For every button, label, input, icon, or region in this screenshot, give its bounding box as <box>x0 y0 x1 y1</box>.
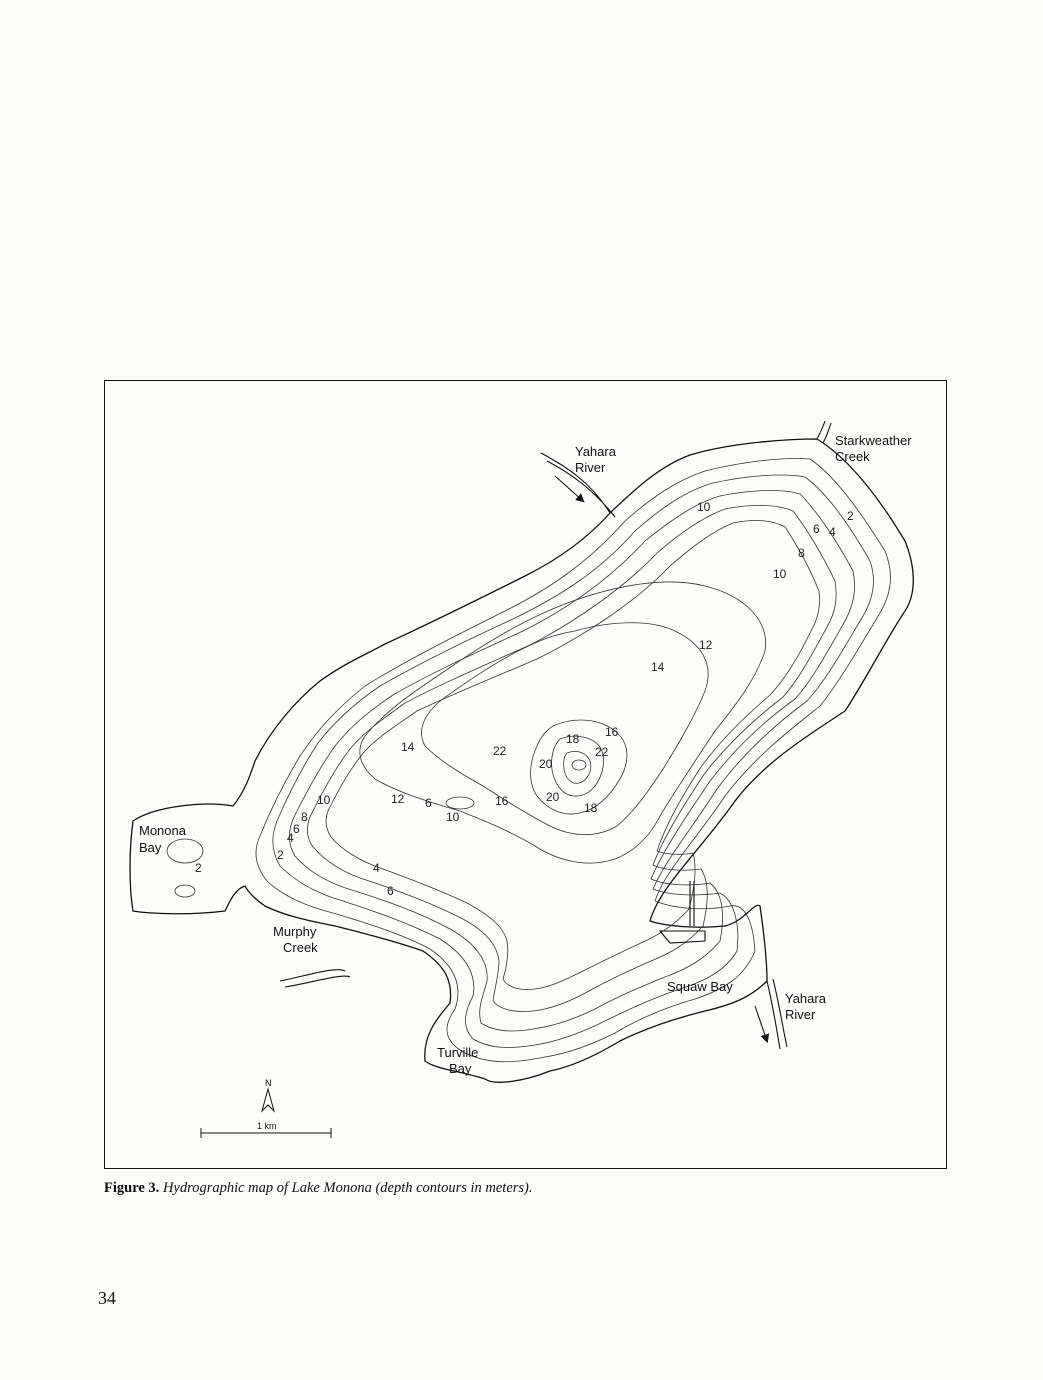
depth-label: 12 <box>699 638 713 652</box>
monona-bay-2m <box>167 839 203 863</box>
label-yahara-river-south-2: River <box>785 1007 816 1022</box>
depth-label: 14 <box>651 660 665 674</box>
depth-label: 22 <box>595 745 609 759</box>
depth-label: 16 <box>605 725 619 739</box>
squaw-bay-peninsula <box>660 881 705 943</box>
murphy-creek <box>280 970 350 987</box>
contour-14m <box>421 623 708 835</box>
monona-bay-pocket <box>175 885 195 897</box>
depth-label: 6 <box>387 884 394 898</box>
label-murphy-creek: Murphy <box>273 924 317 939</box>
label-murphy-creek-2: Creek <box>283 940 318 955</box>
yahara-outflow-arrow <box>755 1006 767 1041</box>
contour-22m <box>572 760 586 770</box>
label-squaw-bay: Squaw Bay <box>667 979 733 994</box>
label-yahara-river-south: Yahara <box>785 991 826 1006</box>
depth-label: 10 <box>697 500 711 514</box>
depth-label: 4 <box>373 861 380 875</box>
label-yahara-river-north-2: River <box>575 460 606 475</box>
depth-label: 8 <box>798 546 805 560</box>
contour-6m <box>289 490 854 1031</box>
figure-label: Figure 3. <box>104 1180 160 1196</box>
depth-label: 20 <box>546 790 560 804</box>
north-arrow-icon <box>262 1089 274 1111</box>
north-label: N <box>265 1078 272 1088</box>
depth-label: 6 <box>813 522 820 536</box>
depth-label: 12 <box>391 792 405 806</box>
depth-label: 18 <box>566 732 580 746</box>
depth-label: 8 <box>301 810 308 824</box>
depth-label: 2 <box>847 509 854 523</box>
scale-bar-label: 1 km <box>257 1121 277 1131</box>
lake-monona-map <box>105 381 948 1170</box>
depth-label: 10 <box>446 810 460 824</box>
depth-label: 22 <box>493 744 507 758</box>
figure-caption <box>104 1180 533 1197</box>
page-number: 34 <box>98 1288 116 1308</box>
label-monona-bay: Monona <box>139 823 186 838</box>
depth-label: 2 <box>277 848 284 862</box>
yahara-inflow-arrow <box>555 476 583 501</box>
depth-label: 14 <box>401 740 415 754</box>
label-starkweather-creek: Starkweather <box>835 433 912 448</box>
depth-label: 6 <box>425 796 432 810</box>
depth-label: 4 <box>829 525 836 539</box>
contour-2m <box>256 459 890 1062</box>
label-monona-bay-2: Bay <box>139 840 162 855</box>
label-starkweather-creek-2: Creek <box>835 449 870 464</box>
label-yahara-river-north: Yahara <box>575 444 616 459</box>
depth-label: 6 <box>293 822 300 836</box>
label-turville-bay: Turville <box>437 1045 479 1060</box>
depth-label: 4 <box>287 831 294 845</box>
label-turville-bay-2: Bay <box>449 1061 472 1076</box>
yahara-river-south <box>767 979 787 1049</box>
contour-4m <box>273 475 874 1047</box>
shallow-island-6m <box>446 797 474 809</box>
depth-label: 10 <box>773 567 787 581</box>
figure-text: Hydrographic map of Lake Monona (depth contours in meters). <box>162 1180 533 1196</box>
depth-label: 16 <box>495 794 509 808</box>
map-frame <box>104 380 947 1169</box>
depth-label: 10 <box>317 793 331 807</box>
lake-shoreline <box>130 439 913 1082</box>
contour-8m <box>307 505 836 1011</box>
depth-label: 2 <box>195 861 202 875</box>
depth-label: 20 <box>539 757 553 771</box>
contour-20m <box>564 751 591 783</box>
depth-label: 18 <box>584 801 598 815</box>
